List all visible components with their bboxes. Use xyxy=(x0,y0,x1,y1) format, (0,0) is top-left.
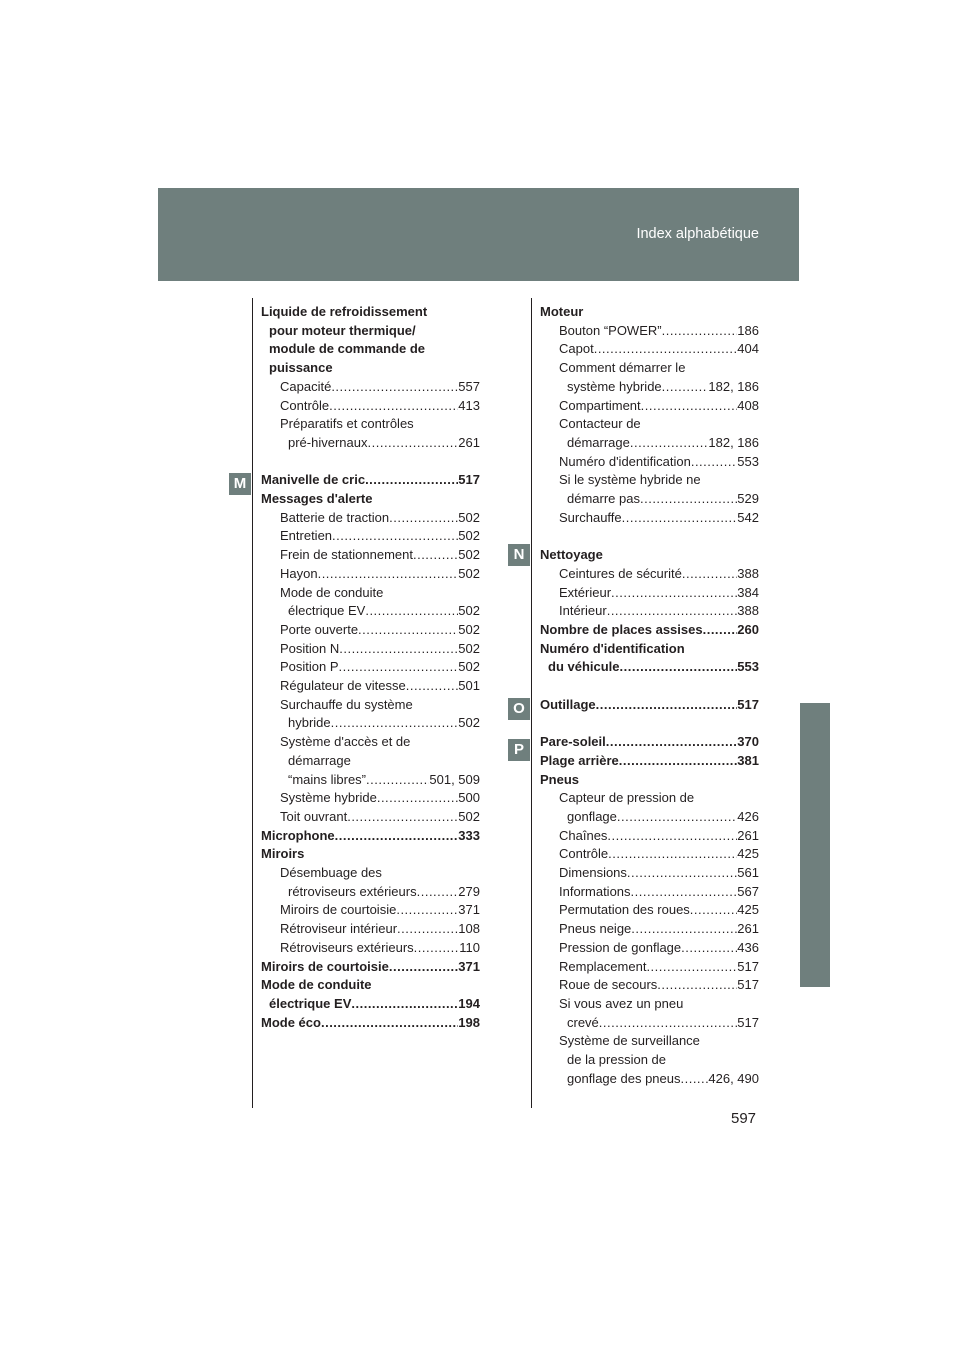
index-subentry: Entretien ..... 502 xyxy=(261,527,480,546)
index-entry: Liquide de refroidissement pour moteur thermique/ module de commande de puissance xyxy=(261,304,428,376)
index-subentry: Système hybride ..... 500 xyxy=(261,789,480,808)
index-entry: Miroirs de courtoisie ..... 371 xyxy=(261,958,480,977)
letter-marker-m: M xyxy=(229,473,251,495)
index-entry: Mode éco ..... 198 xyxy=(261,1014,480,1033)
index-subentry: Système de surveillance de la pression de gonflage des pneus ..... 426, 490 xyxy=(540,1032,759,1088)
letter-marker-n: N xyxy=(508,544,530,566)
index-entry: Nettoyage xyxy=(540,547,603,563)
index-subentry: Désembuage des rétroviseurs extérieurs ..... 279 xyxy=(261,864,480,901)
index-subentry: Informations ..... 567 xyxy=(540,883,759,902)
index-subentry: Surchauffe du système hybride ..... 502 xyxy=(261,696,480,733)
index-subentry: Capacité ..... 557 xyxy=(261,378,480,397)
index-subentry: Pneus neige ..... 261 xyxy=(540,920,759,939)
section-side-tab xyxy=(800,703,830,987)
index-subentry: Position P ..... 502 xyxy=(261,658,480,677)
index-subentry: Rétroviseurs extérieurs ..... 110 xyxy=(261,939,480,958)
index-subentry: Porte ouverte ..... 502 xyxy=(261,621,480,640)
index-entry: Microphone ..... 333 xyxy=(261,827,480,846)
page-header xyxy=(158,188,799,281)
letter-marker-p: P xyxy=(508,739,530,761)
index-subentry: Comment démarrer le système hybride ..... 182, 186 xyxy=(540,359,759,396)
index-subentry: Position N ..... 502 xyxy=(261,640,480,659)
index-entry: Manivelle de cric ..... 517 xyxy=(261,471,480,490)
index-subentry: Système d'accès et de démarrage “mains libres” ..... 501, 509 xyxy=(261,733,480,789)
column-divider-left xyxy=(252,298,253,1108)
index-subentry: Mode de conduite électrique EV ..... 502 xyxy=(261,584,480,621)
index-subentry: Préparatifs et contrôles pré-hivernaux ..... 261 xyxy=(261,415,480,452)
column-divider-right xyxy=(531,298,532,1108)
index-subentry: Rétroviseur intérieur ..... 108 xyxy=(261,920,480,939)
index-subentry: Toit ouvrant ..... 502 xyxy=(261,808,480,827)
letter-marker-o: O xyxy=(508,698,530,720)
index-subentry: Contrôle ..... 413 xyxy=(261,397,480,416)
index-subentry: Compartiment ..... 408 xyxy=(540,397,759,416)
index-subentry: Permutation des roues ..... 425 xyxy=(540,901,759,920)
page-number: 597 xyxy=(731,1110,757,1127)
index-column-right xyxy=(540,303,759,1088)
index-entry: Numéro d'identification du véhicule ..... 553 xyxy=(540,640,759,677)
index-subentry: Frein de stationnement ..... 502 xyxy=(261,546,480,565)
index-subentry: Ceintures de sécurité ..... 388 xyxy=(540,565,759,584)
index-column-left xyxy=(261,303,480,1032)
index-subentry: Chaînes ..... 261 xyxy=(540,827,759,846)
index-entry: Messages d'alerte xyxy=(261,491,373,507)
index-subentry: Contrôle ..... 425 xyxy=(540,845,759,864)
index-subentry: Capteur de pression de gonflage ..... 426 xyxy=(540,789,759,826)
index-subentry: Capot ..... 404 xyxy=(540,340,759,359)
header-title: Index alphabétique xyxy=(636,226,759,242)
index-entry: Outillage ..... 517 xyxy=(540,696,759,715)
index-subentry: Bouton “POWER” ..... 186 xyxy=(540,322,759,341)
index-subentry: Roue de secours ..... 517 xyxy=(540,976,759,995)
index-subentry: Hayon ..... 502 xyxy=(261,565,480,584)
index-subentry: Numéro d'identification ..... 553 xyxy=(540,453,759,472)
index-entry: Mode de conduite électrique EV ..... 194 xyxy=(261,976,480,1013)
index-entry: Miroirs xyxy=(261,846,305,862)
index-subentry: Surchauffe ..... 542 xyxy=(540,509,759,528)
index-subentry: Dimensions ..... 561 xyxy=(540,864,759,883)
index-entry: Nombre de places assises ..... 260 xyxy=(540,621,759,640)
index-entry: Plage arrière ..... 381 xyxy=(540,752,759,771)
index-subentry: Si vous avez un pneu crevé ..... 517 xyxy=(540,995,759,1032)
index-subentry: Intérieur ..... 388 xyxy=(540,602,759,621)
index-subentry: Pression de gonflage ..... 436 xyxy=(540,939,759,958)
index-subentry: Si le système hybride ne démarre pas ..... 529 xyxy=(540,471,759,508)
index-entry: Moteur xyxy=(540,304,584,319)
index-subentry: Régulateur de vitesse ..... 501 xyxy=(261,677,480,696)
index-subentry: Remplacement ..... 517 xyxy=(540,958,759,977)
index-subentry: Miroirs de courtoisie ..... 371 xyxy=(261,901,480,920)
index-subentry: Batterie de traction ..... 502 xyxy=(261,509,480,528)
index-entry: Pare-soleil ..... 370 xyxy=(540,733,759,752)
index-subentry: Extérieur ..... 384 xyxy=(540,584,759,603)
index-entry: Pneus xyxy=(540,771,580,787)
index-subentry: Contacteur de démarrage ..... 182, 186 xyxy=(540,415,759,452)
